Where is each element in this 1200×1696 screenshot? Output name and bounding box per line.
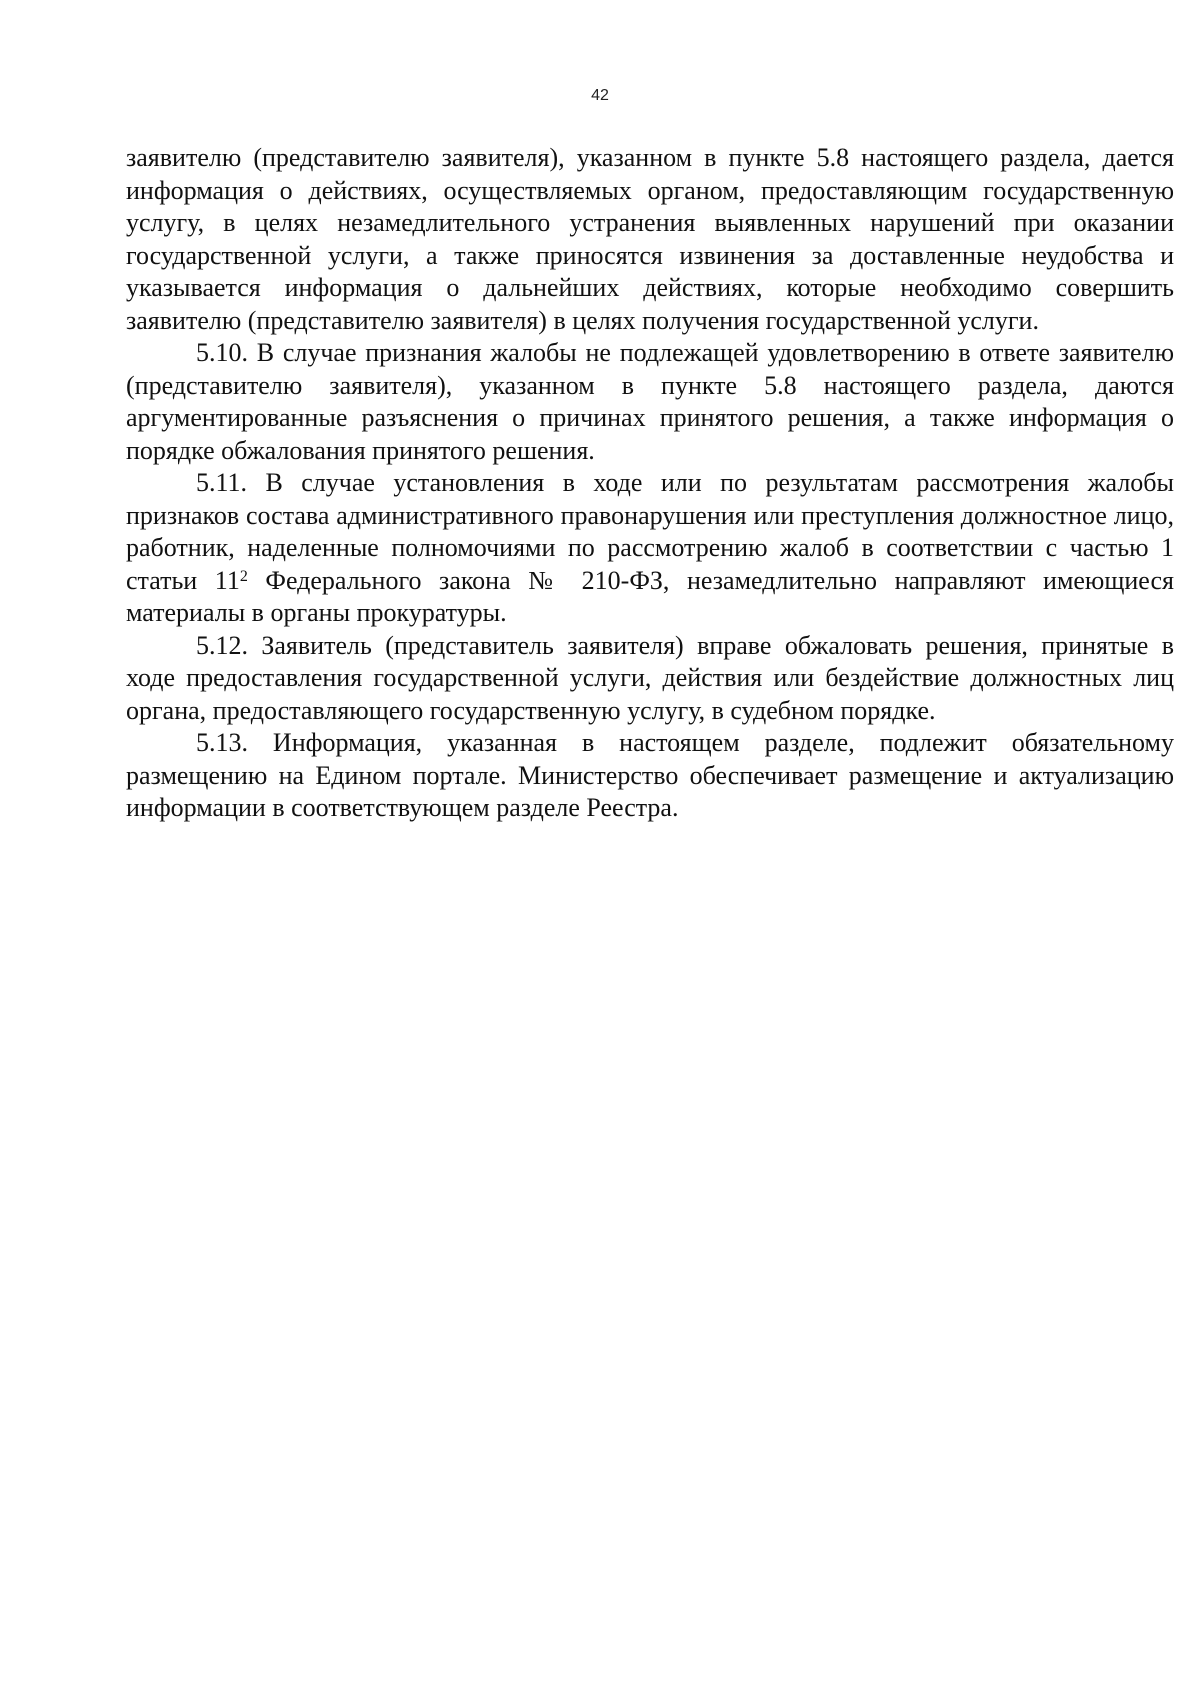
body-text bbox=[126, 142, 1174, 825]
paragraph-5-11 bbox=[126, 467, 1174, 630]
article-superscript: 2 bbox=[239, 567, 248, 585]
paragraph-5-11-text-after: Федерального закона № 210-ФЗ, незамедлительно направляют имеющиеся материалы в органы прокуратуры. bbox=[126, 565, 1174, 627]
paragraph-5-10: 5.10. В случае признания жалобы не подлежащей удовлетворению в ответе заявителю (представителю заявителя), указанном в пункте 5.8 настоящего раздела, даются аргументированные разъяснения о причинах принятого решения, а также информация о порядке обжалования принятого решения. bbox=[126, 338, 1174, 465]
page-number: 42 bbox=[591, 87, 609, 104]
paragraph-5-13: 5.13. Информация, указанная в настоящем разделе, подлежит обязательному размещению на Едином портале. Министерство обеспечивает размещение и актуализацию информации в соответствующем разделе Реестра. bbox=[126, 728, 1174, 822]
paragraph-5-12: 5.12. Заявитель (представитель заявителя) вправе обжаловать решения, принятые в ходе предоставления государственной услуги, действия или бездействие должностных лиц органа, предоставляющего государственную услугу, в судебном порядке. bbox=[126, 630, 1174, 725]
paragraph-5-11-text-before: 5.11. В случае установления в ходе или по результатам рассмотрения жалобы признаков состава административного правонарушения или преступления должностное лицо, работник, наделенные полномочиями по рассмотрению жалоб в соответствии с частью 1 статьи 11 bbox=[126, 468, 1174, 595]
paragraph-continuation: заявителю (представителю заявителя), указанном в пункте 5.8 настоящего раздела, дается информация о действиях, осуществляемых органом, предоставляющим государственную услугу, в целях незамедлительного устранения выявленных нарушений при оказании государственной услуги, а также приносятся извинения за доставленные неудобства и указывается информация о дальнейших действиях, которые необходимо совершить заявителю (представителю заявителя) в целях получения государственной услуги. bbox=[126, 143, 1174, 335]
